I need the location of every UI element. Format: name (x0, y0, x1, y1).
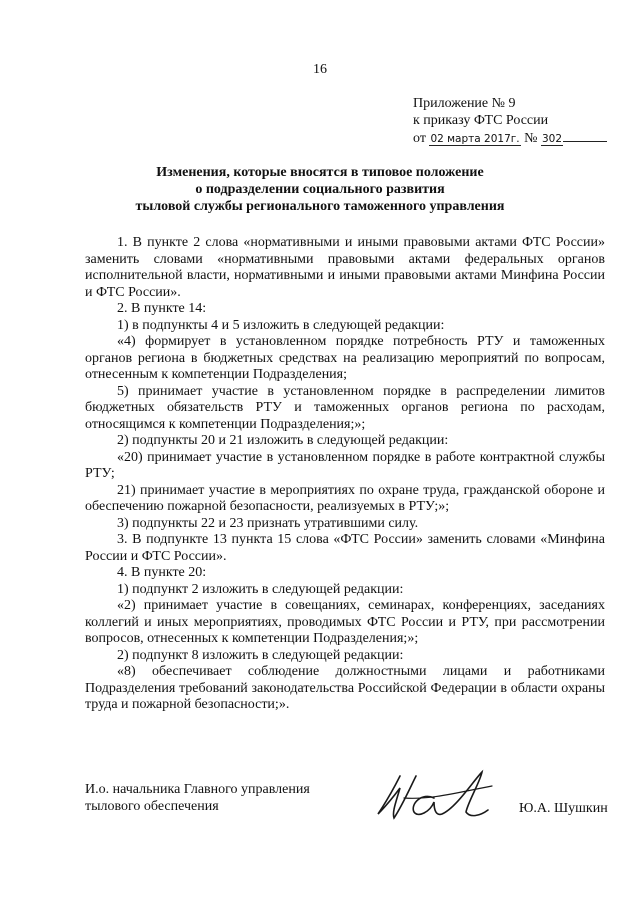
appendix-block (413, 95, 607, 147)
title-line-1: Изменения, которые вносятся в типовое положение (156, 165, 484, 180)
appendix-date-line (413, 129, 607, 147)
appendix-number: Приложение № 9 (413, 96, 516, 111)
number-prefix: № (524, 131, 538, 146)
paragraph: 4. В пункте 20: (117, 565, 207, 580)
paragraph: «2) принимает участие в совещаниях, семинарах, конференциях, заседаниях коллегий и иных мероприятиях, проводимых ФТС России и РТУ, при рассмотрении вопросов, отнесенных к компетенции Подразделения;»; (85, 598, 605, 646)
appendix-order-ref: к приказу ФТС России (413, 113, 549, 128)
paragraph: 1) подпункт 2 изложить в следующей редакции: (117, 581, 404, 597)
paragraph: 5) принимает участие в установленном порядке в распределении лимитов бюджетных обязательств РТУ и таможенных органов региона по расходам, относящимся к компетенции Подразделения;»; (85, 383, 605, 432)
document-title (0, 164, 640, 215)
order-number: 302 (541, 133, 563, 145)
paragraph: 2) подпункт 8 изложить в следующей редакции: (117, 647, 404, 663)
order-number-underline (563, 129, 607, 142)
signatory-position-line-1: И.о. начальника Главного управления (85, 782, 310, 797)
signatory-name: Ю.А. Шушкин (519, 801, 608, 816)
paragraph: 2) подпункты 20 и 21 изложить в следующей редакции: (117, 433, 449, 448)
paragraph: «4) формирует в установленном порядке потребность РТУ и таможенных органов региона в бюджетных средствах на реализацию мероприятий по вопросам, отнесенным к компетенции Подразделения; (85, 334, 605, 382)
title-line-2: о подразделении социального развития (195, 182, 445, 197)
paragraph: 3) подпункты 22 и 23 признать утратившими силу. (117, 515, 419, 531)
order-date: 02 марта 2017г. (430, 133, 520, 145)
paragraph: 21) принимает участие в мероприятиях по охране труда, гражданской обороне и обеспечению пожарной безопасности, реализуемых в РТУ;»; (85, 482, 605, 514)
title-line-3: тыловой службы регионального таможенного управления (135, 199, 505, 214)
paragraph: 2. В пункте 14: (117, 301, 207, 316)
signatory-position (85, 781, 310, 815)
paragraph: 1) в подпункты 4 и 5 изложить в следующей редакции: (117, 317, 445, 333)
paragraph: «20) принимает участие в установленном порядке в работе контрактной службы РТУ; (85, 449, 605, 481)
paragraph: «8) обеспечивает соблюдение должностными лицами и работниками Подразделения требований законодательства Российской Федерации в области охраны труда и пожарной безопасности;». (85, 664, 605, 712)
signatory-position-line-2: тылового обеспечения (85, 799, 219, 814)
paragraph: 3. В подпункте 13 пункта 15 слова «ФТС России» заменить словами «Минфина России и ФТС России». (85, 532, 605, 564)
paragraph: 1. В пункте 2 слова «нормативными и иными правовыми актами ФТС России» заменить словами «нормативными правовыми актами федеральных органов исполнительной власти, нормативными и иными правовыми актами Минфина России и ФТС России». (85, 235, 605, 300)
document-body (85, 235, 605, 714)
date-prefix: от (413, 131, 426, 146)
page-number: 16 (313, 62, 327, 77)
handwritten-signature (370, 762, 500, 824)
